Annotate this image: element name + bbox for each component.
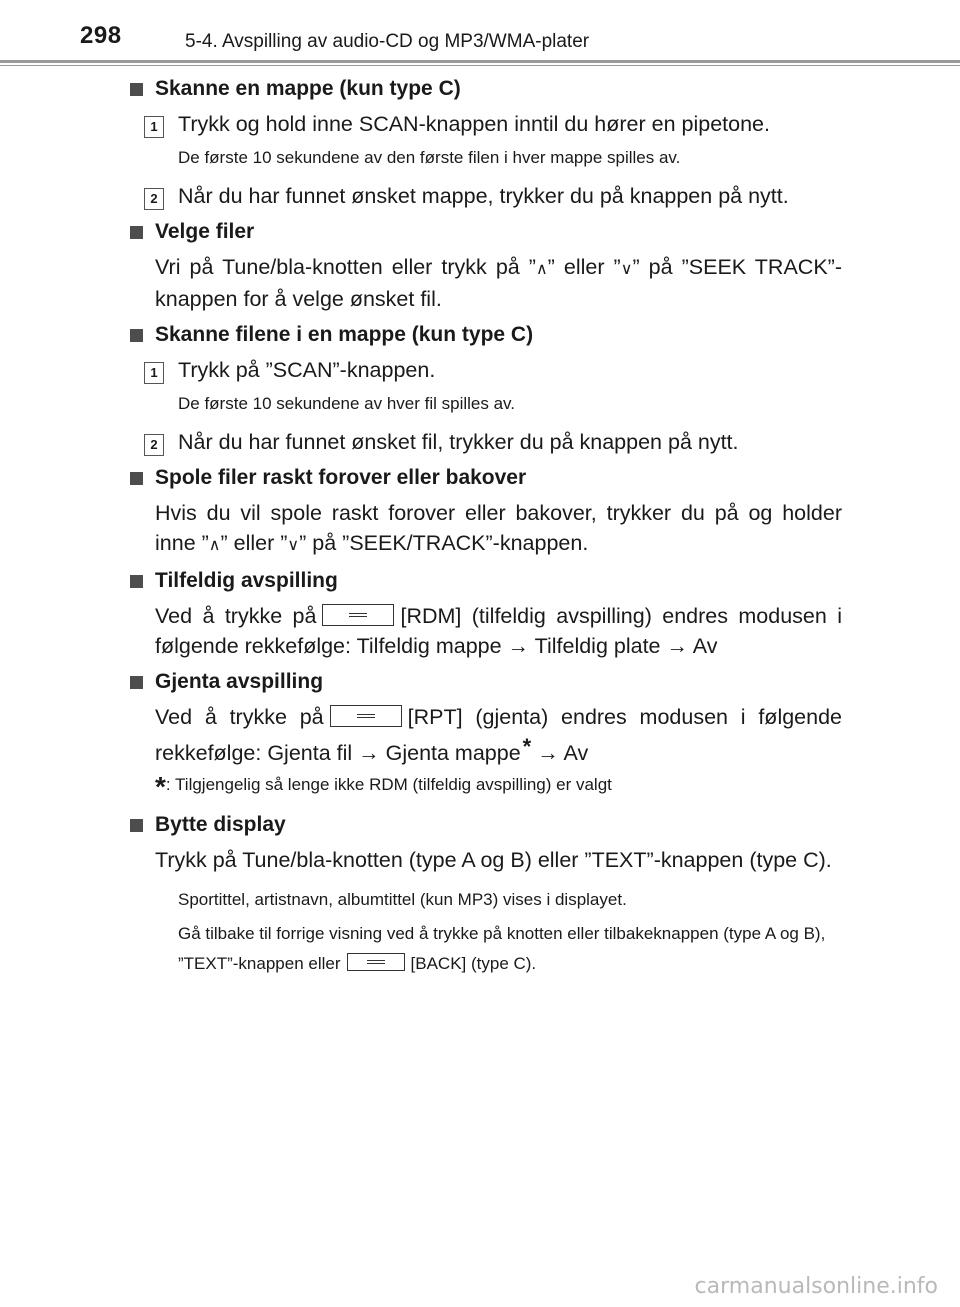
section-heading: Velge filer — [128, 217, 842, 247]
section-body: Vri på Tune/bla-knotten eller trykk på ”∧” eller ”∨” på ”SEEK TRACK”-knappen for å velge ønsket fil. — [155, 255, 842, 311]
chevron-down-icon: ∨ — [287, 535, 300, 554]
square-bullet-icon — [130, 819, 143, 832]
square-bullet-icon — [130, 83, 143, 96]
section-body: Trykk på Tune/bla-knotten (type A og B) eller ”TEXT”-knappen (type C). — [155, 848, 832, 872]
square-bullet-icon — [130, 226, 143, 239]
step-text: Når du har funnet ønsket mappe, trykker du på knappen på nytt. — [178, 184, 789, 208]
step-text: Trykk på ”SCAN”-knappen. — [178, 358, 436, 382]
arrow-right-icon: → — [666, 634, 688, 658]
chevron-up-icon: ∧ — [208, 535, 221, 554]
step-number-badge: 1 — [144, 116, 164, 138]
chevron-down-icon: ∨ — [620, 259, 633, 278]
page-number: 298 — [80, 22, 122, 49]
chevron-up-icon: ∧ — [535, 259, 548, 278]
section-heading: Gjenta avspilling — [128, 667, 842, 697]
section-body: Ved å trykke på [RDM] (tilfeldig avspilling) endres modusen i følgende rekkefølge: Tilfeldig mappe → Tilfeldig plate → Av — [155, 604, 842, 658]
footnote: *: Tilgjengelig så lenge ikke RDM (tilfeldig avspilling) er valgt — [155, 771, 612, 802]
watermark: carmanualsonline.info — [694, 1274, 938, 1299]
step-note: De første 10 sekundene av hver fil spilles av. — [178, 394, 516, 413]
section-heading: Spole filer raskt forover eller bakover — [128, 463, 842, 493]
section-heading: Bytte display — [128, 810, 842, 840]
square-bullet-icon — [130, 676, 143, 689]
square-bullet-icon — [130, 575, 143, 588]
section-heading: Skanne filene i en mappe (kun type C) — [128, 320, 842, 350]
step-item — [128, 181, 842, 211]
square-bullet-icon — [130, 329, 143, 342]
step-text: Trykk og hold inne SCAN-knappen inntil du hører en pipetone. — [178, 112, 770, 136]
square-bullet-icon — [130, 472, 143, 485]
note: Gå tilbake til forrige visning ved å trykke på knotten eller tilbakeknappen (type A og B), ”TEXT”-knappen eller [BACK] (type C). — [178, 924, 826, 973]
step-item — [128, 355, 842, 385]
section-body: Hvis du vil spole raskt forover eller bakover, trykker du på og holder inne ”∧” eller ”∨” på ”SEEK/TRACK”-knappen. — [155, 501, 842, 555]
step-item — [128, 109, 842, 139]
arrow-right-icon: → — [537, 741, 559, 765]
header-rule — [0, 60, 960, 63]
running-title: 5-4. Avspilling av audio-CD og MP3/WMA-plater — [185, 31, 590, 52]
step-text: Når du har funnet ønsket fil, trykker du på knappen på nytt. — [178, 430, 739, 454]
page-header — [0, 0, 960, 66]
page-content — [128, 74, 842, 979]
step-item — [128, 427, 842, 457]
step-number-badge: 2 — [144, 434, 164, 456]
note: Sportittel, artistnavn, albumtittel (kun MP3) vises i displayet. — [178, 890, 627, 909]
rpt-button-icon — [330, 705, 402, 727]
header-rule-thin — [0, 65, 960, 66]
section-heading: Skanne en mappe (kun type C) — [128, 74, 842, 104]
back-button-icon — [347, 953, 405, 971]
arrow-right-icon: → — [358, 741, 380, 765]
step-note: De første 10 sekundene av den første filen i hver mappe spilles av. — [178, 148, 681, 167]
section-body: Ved å trykke på [RPT] (gjenta) endres modusen i følgende rekkefølge: Gjenta fil → Gjenta mappe* → Av — [155, 705, 843, 765]
step-number-badge: 1 — [144, 362, 164, 384]
arrow-right-icon: → — [507, 634, 530, 658]
footnote-marker: * — [522, 734, 532, 759]
rdm-button-icon — [322, 604, 394, 626]
section-heading: Tilfeldig avspilling — [128, 566, 842, 596]
footnote-star: * — [155, 771, 166, 802]
step-number-badge: 2 — [144, 188, 164, 210]
